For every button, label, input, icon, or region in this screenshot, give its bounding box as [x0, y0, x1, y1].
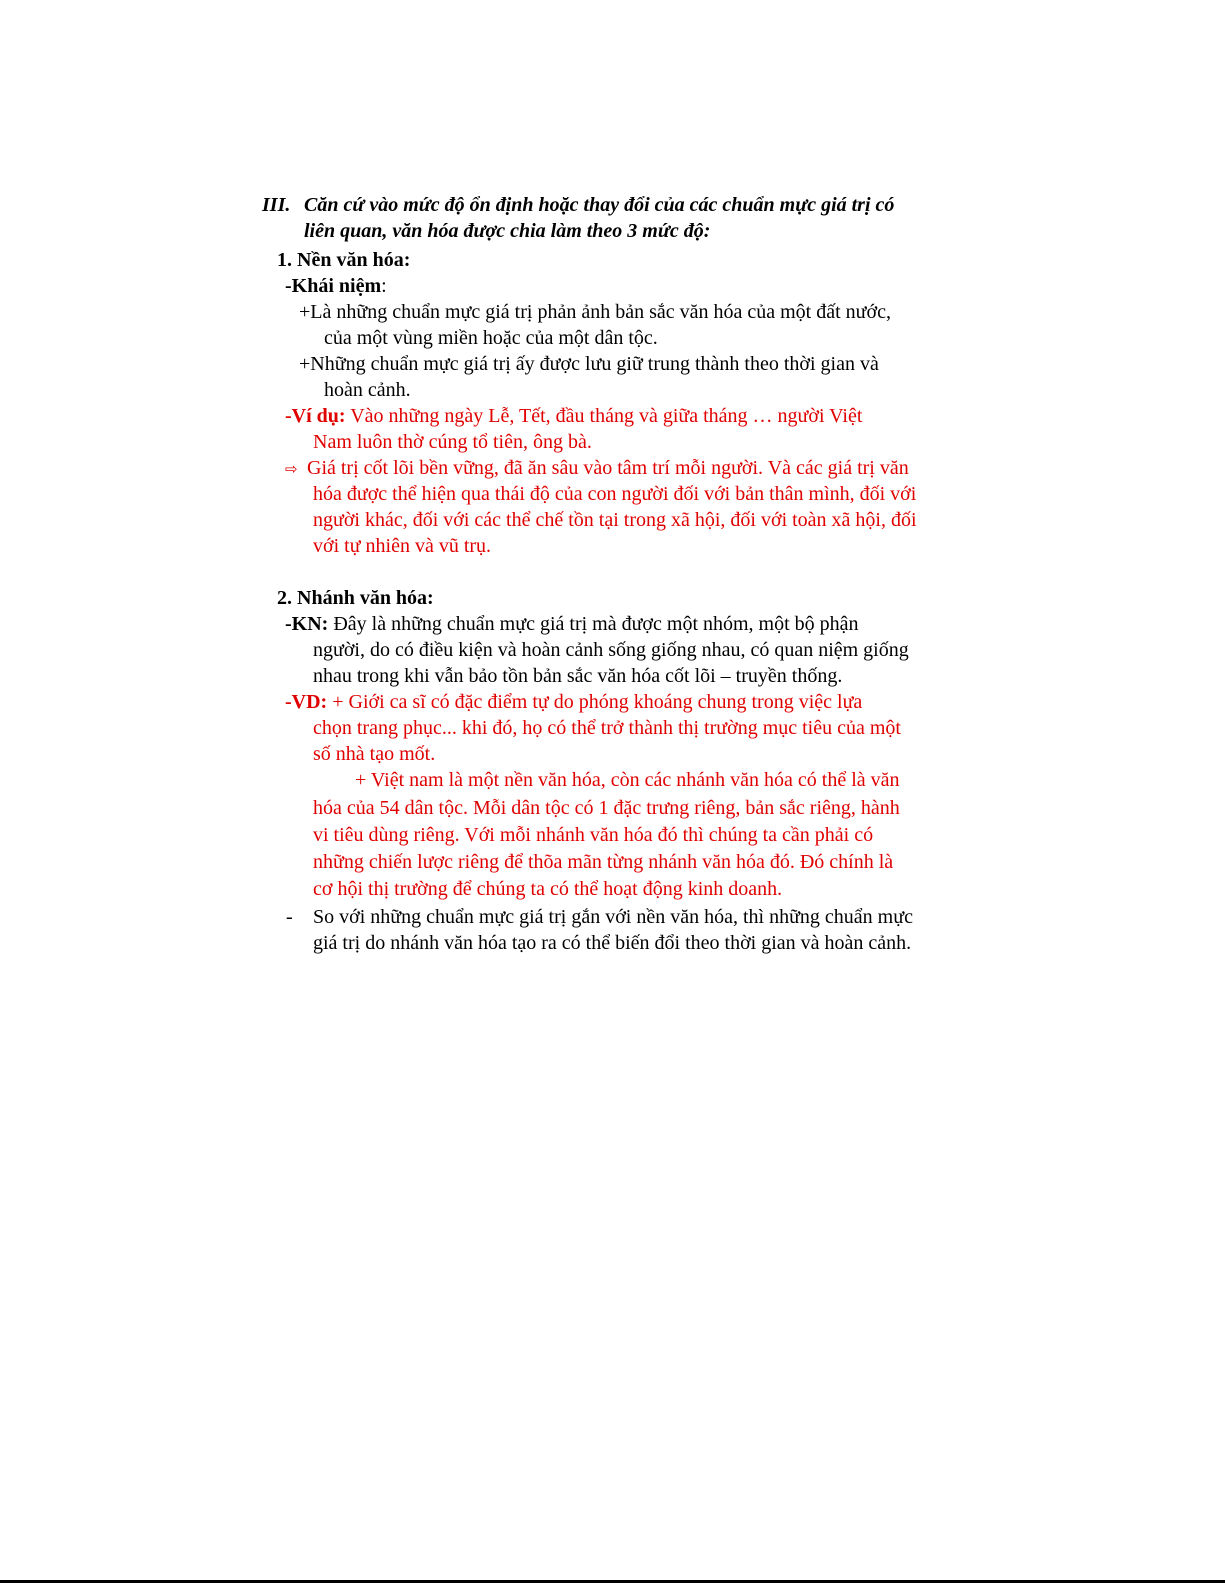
vd-2-line-3: vi tiêu dùng riêng. Với mỗi nhánh văn hóa đó thì chúng ta cần phải có — [313, 824, 874, 846]
bullet-2-line-1: +Những chuẩn mực giá trị ấy được lưu giữ trung thành theo thời gian và — [299, 353, 879, 375]
conclusion-line-4: với tự nhiên và vũ trụ. — [313, 535, 492, 557]
example-text: Vào những ngày Lễ, Tết, đầu tháng và giữa tháng … người Việt — [345, 405, 863, 427]
bullet-1-line-1: +Là những chuẩn mực giá trị phản ảnh bản sắc văn hóa của một đất nước, — [299, 301, 891, 323]
vd-1-line-3: số nhà tạo mốt. — [313, 743, 436, 765]
kn-label: -KN: — [285, 613, 329, 635]
example-line-2: Nam luôn thờ cúng tổ tiên, ông bà. — [313, 431, 592, 453]
page-bottom-border — [0, 1580, 1225, 1583]
conclusion-line-2: hóa được thể hiện qua thái độ của con người đối với bản thân mình, đối với — [313, 483, 917, 505]
bullet-2-line-2: hoàn cảnh. — [324, 379, 411, 401]
vd-2-line-5: cơ hội thị trường để chúng ta có thể hoạt động kinh doanh. — [313, 878, 783, 900]
conclusion-text: Giá trị cốt lõi bền vững, đã ăn sâu vào tâm trí mỗi người. Và các giá trị văn — [307, 457, 909, 479]
example-label: -Ví dụ: — [285, 405, 346, 427]
arrow-right-icon: ⇨ — [285, 460, 298, 478]
section-2-title: 2. Nhánh văn hóa: — [277, 587, 434, 609]
section-1-title: 1. Nền văn hóa: — [277, 249, 411, 271]
compare-dash: - — [286, 906, 293, 928]
compare-line-1: So với những chuẩn mực giá trị gắn với nền văn hóa, thì những chuẩn mực — [313, 906, 913, 928]
conclusion-line-3: người khác, đối với các thể chế tồn tại trong xã hội, đối với toàn xã hội, đối — [313, 509, 917, 531]
vd-text: + Giới ca sĩ có đặc điểm tự do phóng khoáng chung trong việc lựa — [327, 691, 863, 713]
kn-text: Đây là những chuẩn mực giá trị mà được một nhóm, một bộ phận — [328, 613, 859, 635]
compare-line-2: giá trị do nhánh văn hóa tạo ra có thể biến đổi theo thời gian và hoàn cảnh. — [313, 932, 912, 954]
kn-line-2: người, do có điều kiện và hoàn cảnh sống giống nhau, có quan niệm giống — [313, 639, 909, 661]
vd-1-line-2: chọn trang phục... khi đó, họ có thể trở thành thị trường mục tiêu của một — [313, 717, 901, 739]
heading-line-1: Căn cứ vào mức độ ổn định hoặc thay đổi của các chuẩn mực giá trị có — [304, 194, 895, 216]
vd-2-line-1: + Việt nam là một nền văn hóa, còn các nhánh văn hóa có thể là văn — [355, 769, 900, 791]
kn-line-3: nhau trong khi vẫn bảo tồn bản sắc văn hóa cốt lõi – truyền thống. — [313, 665, 843, 687]
kn-line-1 — [285, 611, 859, 637]
vd-label: -VD: — [285, 691, 328, 713]
heading-line-2: liên quan, văn hóa được chia làm theo 3 mức độ: — [304, 220, 711, 242]
concept-colon: : — [381, 275, 387, 297]
heading-numeral: III. — [262, 194, 291, 216]
vd-2-line-2: hóa của 54 dân tộc. Mỗi dân tộc có 1 đặc trưng riêng, bản sắc riêng, hành — [313, 797, 900, 819]
vd-line-1 — [285, 689, 862, 715]
vd-2-line-4: những chiến lược riêng để thõa mãn từng nhánh văn hóa đó. Đó chính là — [313, 851, 894, 873]
bullet-1-line-2: của một vùng miền hoặc của một dân tộc. — [324, 327, 658, 349]
conclusion-line-1 — [285, 455, 909, 482]
example-line-1 — [285, 403, 862, 429]
concept-line — [285, 273, 387, 299]
concept-label: -Khái niệm — [285, 275, 382, 297]
